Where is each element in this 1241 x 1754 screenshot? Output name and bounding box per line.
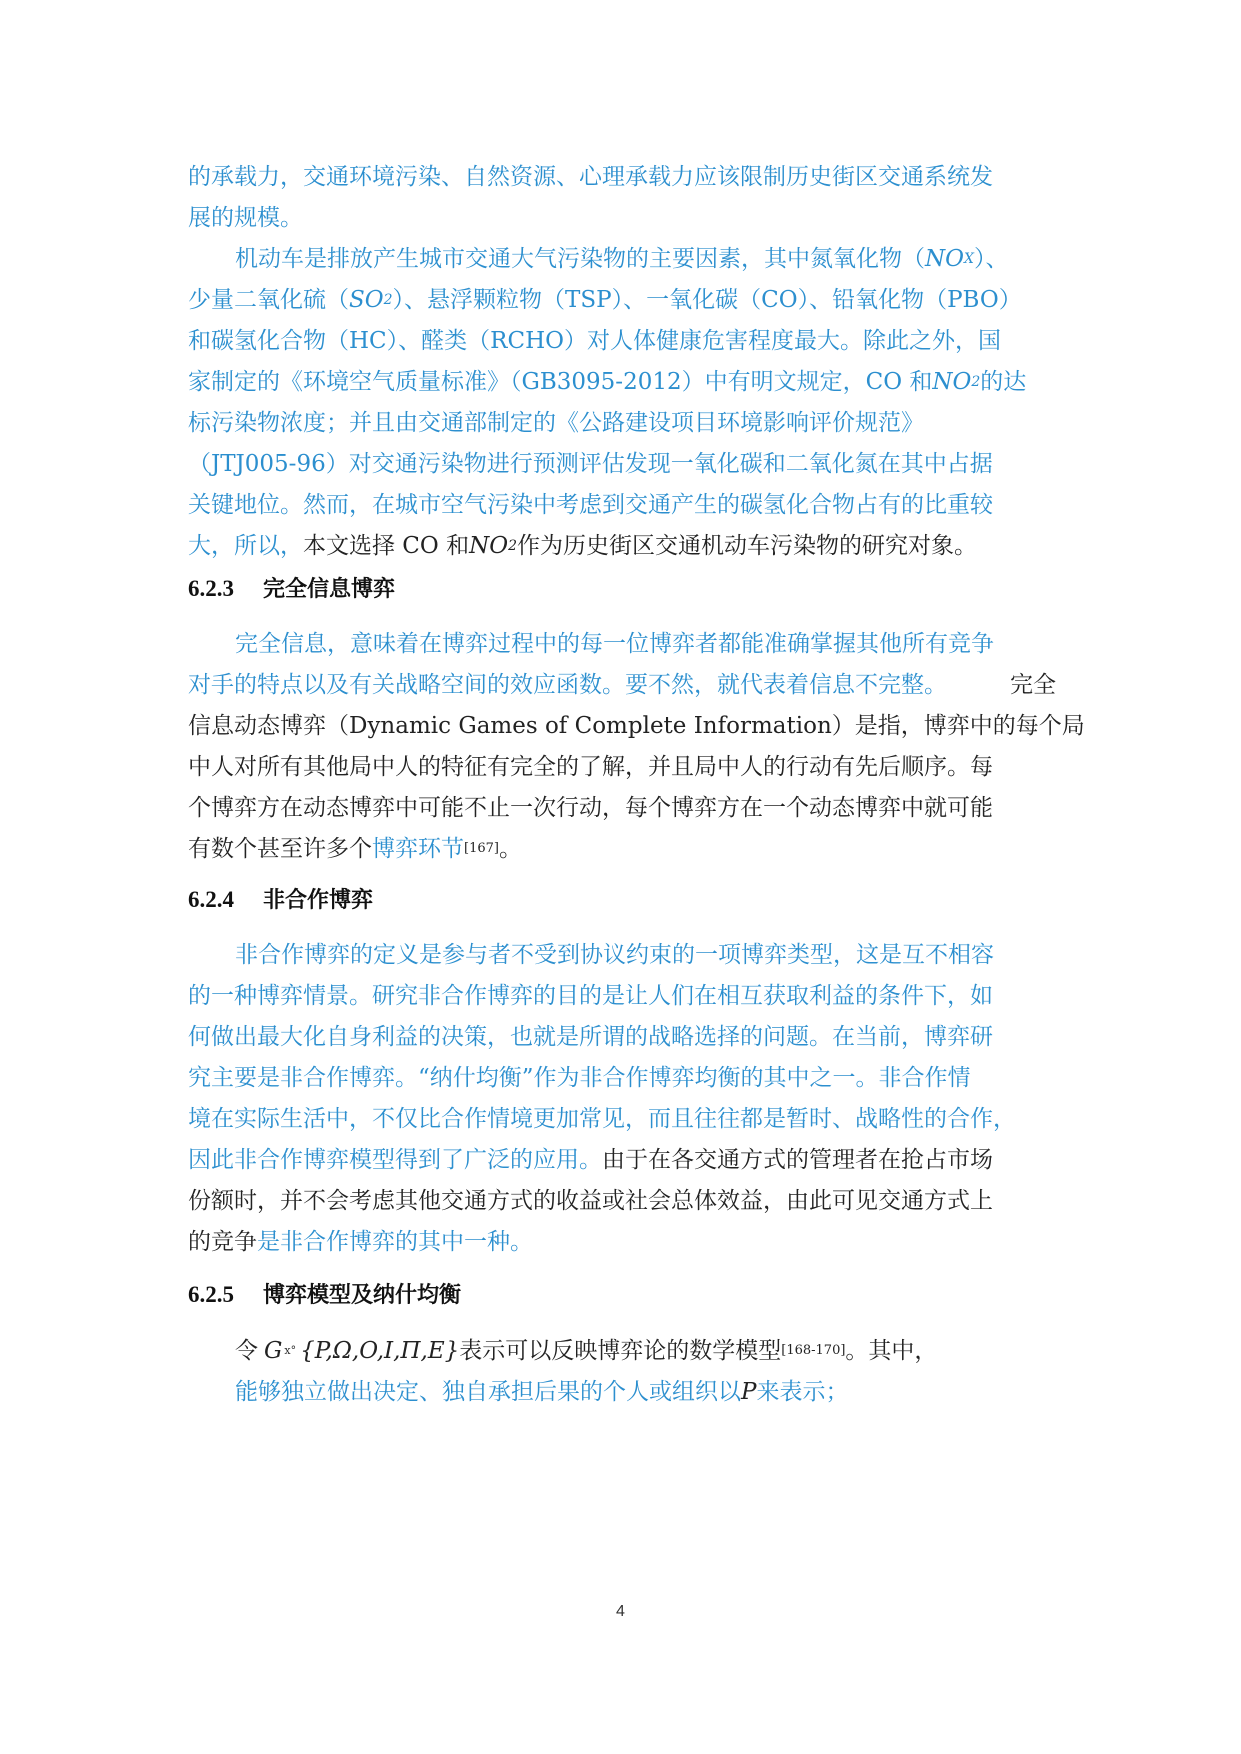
text-line: 的一种博弈情景。研究非合作博弈的目的是让人们在相互获取利益的条件下，如	[188, 983, 993, 1009]
text-line: 信息动态博弈（Dynamic Games of Complete Information）是指，博弈中的每个局	[188, 713, 1085, 739]
text-line: 完全信息，意味着在博弈过程中的每一位博弈者都能准确掌握其他所有竞争	[235, 631, 994, 657]
text-line: 的承载力，交通环境污染、自然资源、心理承载力应该限制历史街区交通系统发	[188, 164, 993, 190]
text-line: 对手的特点以及有关战略空间的效应函数。要不然，就代表着信息不完整。 完全	[188, 672, 1056, 698]
text-line: 能够独立做出决定、独自承担后果的个人或组织以 P 来表示；	[235, 1379, 849, 1405]
text-line: 因此非合作博弈模型得到了广泛的应用。 由于在各交通方式的管理者在抢占市场	[188, 1147, 993, 1173]
text-line: 和碳氢化合物（HC）、醛类（RCHO）对人体健康危害程度最大。除此之外，国	[188, 328, 1001, 354]
text-line: 究主要是非合作博弈。“纳什均衡”作为非合作博弈均衡的其中之一。非合作情	[188, 1065, 971, 1091]
text-line: 机动车是排放产生城市交通大气污染物的主要因素，其中氮氧化物（ NO X ）、	[235, 246, 1009, 272]
citation-ref: [167]	[464, 841, 499, 856]
text-line: 有数个甚至许多个 博弈环节 [167] 。	[188, 829, 1056, 869]
text-line: 境在实际生活中，不仅比合作情境更加常见，而且往往都是暂时、战略性的合作，	[188, 1106, 1016, 1132]
formula-line: 令 G x° {P,Ω,O,I,Π,E} 表示可以反映博弈论的数学模型 [168-170] 。其中，	[188, 1331, 1056, 1371]
text-line: 非合作博弈的定义是参与者不受到协议约束的一项博弈类型，这是互不相容	[235, 942, 994, 968]
text-line: 标污染物浓度；并且由交通部制定的《公路建设项目环境影响评价规范》	[188, 410, 924, 436]
section-heading-6-2-5: 6.2.5 博弈模型及纳什均衡	[188, 1282, 462, 1308]
text-line: （JTJ005-96）对交通污染物进行预测评估发现一氧化碳和二氧化氮在其中占据	[188, 451, 993, 477]
text-line: 少量二氧化硫（ SO 2 ）、悬浮颗粒物（TSP）、一氧化碳（CO）、铅氧化物（PBO）	[188, 287, 1022, 313]
page-number: 4	[616, 1603, 625, 1620]
section-heading-6-2-4: 6.2.4 非合作博弈	[188, 887, 374, 913]
text-line: 的竞争 是非合作博弈的其中一种。	[188, 1229, 533, 1255]
text-line: 个博弈方在动态博弈中可能不止一次行动，每个博弈方在一个动态博弈中就可能	[188, 795, 993, 821]
text-line: 中人对所有其他局中人的特征有完全的了解，并且局中人的行动有先后顺序。每	[188, 754, 993, 780]
text-line: 大，所以， 本文选择 CO 和 NO 2 作为历史街区交通机动车污染物的研究对象。	[188, 533, 977, 559]
text-line: 关键地位。然而，在城市空气污染中考虑到交通产生的碳氢化合物占有的比重较	[188, 492, 993, 518]
text-line: 展的规模。	[188, 205, 303, 231]
citation-ref: [168-170]	[781, 1343, 846, 1358]
game-model-set: {P,Ω,O,I,Π,E}	[300, 1338, 460, 1364]
text-line: 何做出最大化自身利益的决策，也就是所谓的战略选择的问题。在当前，博弈研	[188, 1024, 993, 1050]
text-line: 家制定的《环境空气质量标准》（GB3095-2012）中有明文规定，CO 和 NO 2 的达	[188, 369, 1027, 395]
section-heading-6-2-3: 6.2.3 完全信息博弈	[188, 576, 396, 602]
text-line: 份额时，并不会考虑其他交通方式的收益或社会总体效益，由此可见交通方式上	[188, 1188, 993, 1214]
